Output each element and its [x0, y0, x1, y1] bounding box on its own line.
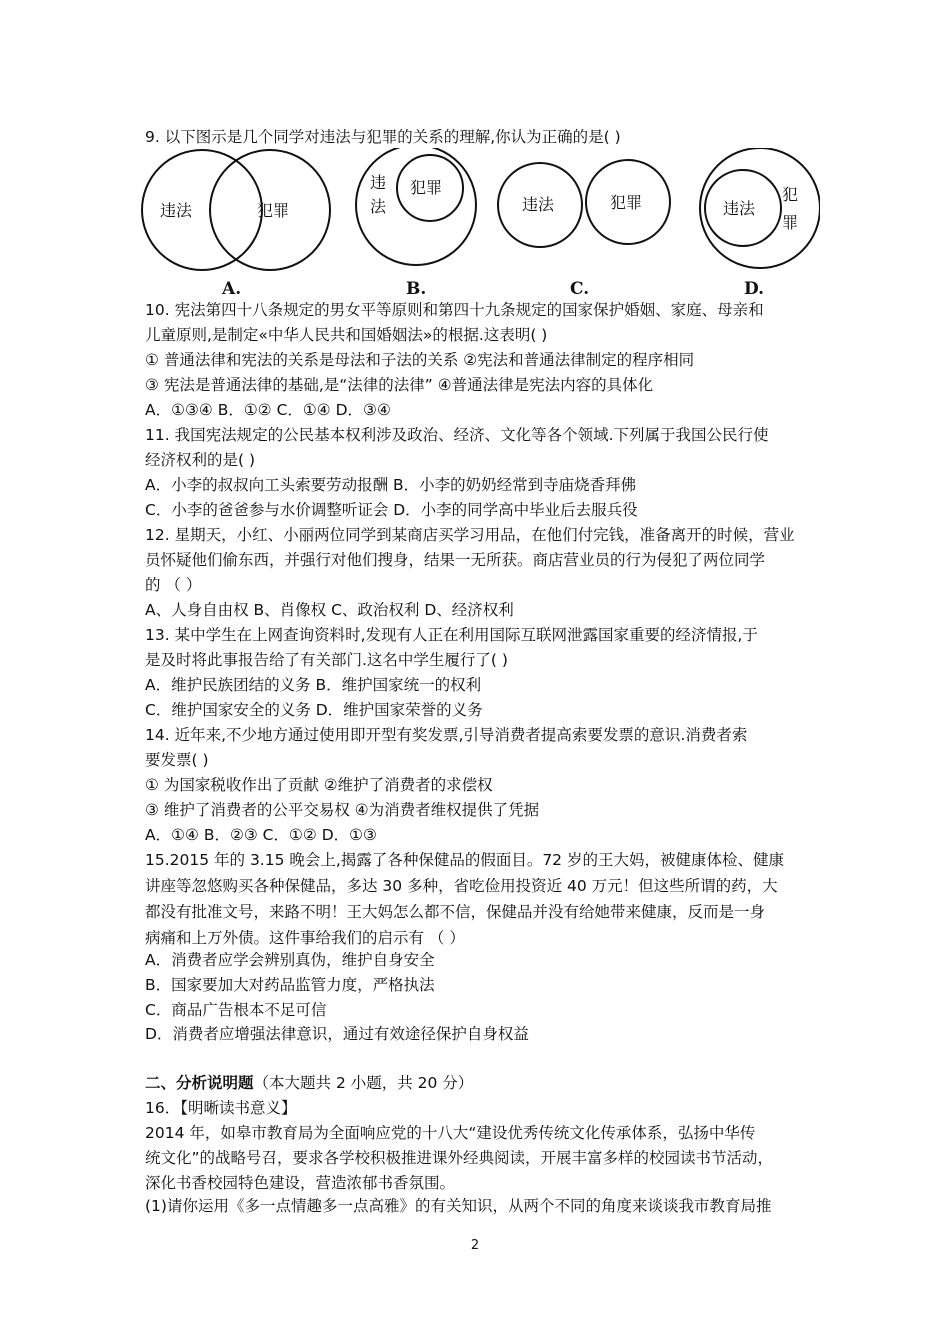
b-fanzui-text: 犯罪: [410, 178, 443, 197]
label-a: A.: [222, 279, 242, 298]
text-line: C．小李的爸爸参与水价调整听证会 D．小李的同学高中毕业后去服兵役: [145, 501, 638, 519]
diagram-c: [498, 160, 670, 298]
b-wei-text: 违: [370, 173, 387, 192]
text-line: C．维护国家安全的义务 D．维护国家荣誉的义务: [145, 701, 483, 719]
text-line: A．①④ B．②③ C．①② D．①③: [145, 826, 377, 844]
text-line: 经济权利的是( ): [145, 451, 256, 469]
q16-line: 深化书香校园特色建设，营造浓郁书香氛围。: [145, 1174, 456, 1192]
diagram-d: [700, 148, 820, 298]
text-line: A．消费者应学会辨别真伪，维护自身安全: [145, 951, 435, 969]
text-line: 儿童原则,是制定«中华人民共和国婚姻法»的根据.这表明( ): [145, 326, 548, 344]
c-weifa-text: 违法: [522, 195, 555, 214]
diagram-b: [356, 148, 476, 298]
text-line: 11. 我国宪法规定的公民基本权利涉及政治、经济、文化等各个领域.下列属于我国公民行使: [145, 426, 769, 444]
a-weifa-text: 违法: [160, 201, 193, 220]
text-line: A．小李的叔叔向工头索要劳动报酬 B．小李的奶奶经常到寺庙烧香拜佛: [145, 476, 637, 494]
c-fanzui-text: 犯罪: [610, 193, 643, 212]
text-line: 12. 星期天，小红、小丽两位同学到某商店买学习用品，在他们付完钱，准备离开的时候，营业: [145, 526, 795, 544]
q9-stem: 9. 以下图示是几个同学对违法与犯罪的关系的理解,你认为正确的是( ): [145, 128, 621, 146]
text-line: A、人身自由权 B、肖像权 C、政治权利 D、经济权利: [145, 601, 514, 619]
label-b: B.: [406, 279, 427, 298]
label-c: C.: [570, 279, 590, 298]
q16-line: 16．【明晰读书意义】: [145, 1099, 297, 1117]
text-line: 13. 某中学生在上网查询资料时,发现有人正在利用国际互联网泄露国家重要的经济情报,于: [145, 626, 758, 644]
diagram-a: [142, 150, 330, 298]
text-line: 讲座等忽悠购买各种保健品，多达 30 多种，省吃俭用投资近 40 万元！但这些所谓的药，大: [145, 877, 778, 895]
text-line: 15.2015 年的 3.15 晚会上,揭露了各种保健品的假面目。72 岁的王大妈，被健康体检、健康: [145, 851, 784, 869]
label-d: D.: [744, 279, 765, 298]
text-line: ③ 宪法是普通法律的基础,是“法律的法律” ④普通法律是宪法内容的具体化: [145, 376, 654, 394]
q16-line: (1)请你运用《多一点情趣多一点高雅》的有关知识，从两个不同的角度来谈谈我市教育局推: [145, 1197, 772, 1215]
text-line: D．消费者应增强法律意识，通过有效途径保护自身权益: [145, 1025, 529, 1043]
text-line: 的 （ ）: [145, 576, 202, 594]
text-line: ③ 维护了消费者的公平交易权 ④为消费者维权提供了凭据: [145, 801, 540, 819]
section-note: （本大题共 2 小题，共 20 分）: [253, 1074, 474, 1092]
b-fa-text: 法: [370, 197, 387, 216]
text-line: 要发票( ): [145, 751, 209, 769]
text-line: A．维护民族团结的义务 B．维护国家统一的权利: [145, 676, 482, 694]
text-line: 是及时将此事报告给了有关部门.这名中学生履行了( ): [145, 651, 508, 669]
text-line: ① 普通法律和宪法的关系是母法和子法的关系 ②宪法和普通法律制定的程序相同: [145, 351, 695, 369]
section-title: 二、分析说明题: [145, 1074, 254, 1092]
text-line: B．国家要加大对药品监管力度，严格执法: [145, 976, 435, 994]
d-fan-text: 犯: [782, 185, 799, 204]
section-heading: [145, 1073, 473, 1093]
text-line: 都没有批准文号，来路不明！王大妈怎么都不信，保健品并没有给她带来健康，反而是一身: [145, 903, 766, 921]
text-line: A．①③④ B．①② C．①④ D．③④: [145, 401, 391, 419]
text-line: 员怀疑他们偷东西，并强行对他们搜身，结果一无所获。商店营业员的行为侵犯了两位同学: [145, 551, 766, 569]
text-line: 10. 宪法第四十八条规定的男女平等原则和第四十九条规定的国家保护婚姻、家庭、母亲和: [145, 301, 764, 319]
text-line: 病痛和上万外债。这件事给我们的启示有 （ ）: [145, 929, 465, 947]
text-line: C．商品广告根本不足可信: [145, 1001, 327, 1019]
text-line: 14. 近年来,不少地方通过使用即开型有奖发票,引导消费者提高索要发票的意识.消费者索: [145, 726, 748, 744]
d-zui-text: 罪: [782, 213, 799, 232]
d-weifa-text: 违法: [723, 199, 756, 218]
page-number: 2: [470, 1238, 480, 1253]
a-fanzui-text: 犯罪: [257, 201, 290, 220]
q16-line: 2014 年，如皋市教育局为全面响应党的十八大“建设优秀传统文化传承体系，弘扬中华传: [145, 1124, 756, 1142]
q9-diagram: [140, 148, 820, 298]
q16-line: 统文化”的战略号召，要求各学校积极推进课外经典阅读，开展丰富多样的校园读书节活动，: [145, 1149, 774, 1167]
text-line: ① 为国家税收作出了贡献 ②维护了消费者的求偿权: [145, 776, 493, 794]
